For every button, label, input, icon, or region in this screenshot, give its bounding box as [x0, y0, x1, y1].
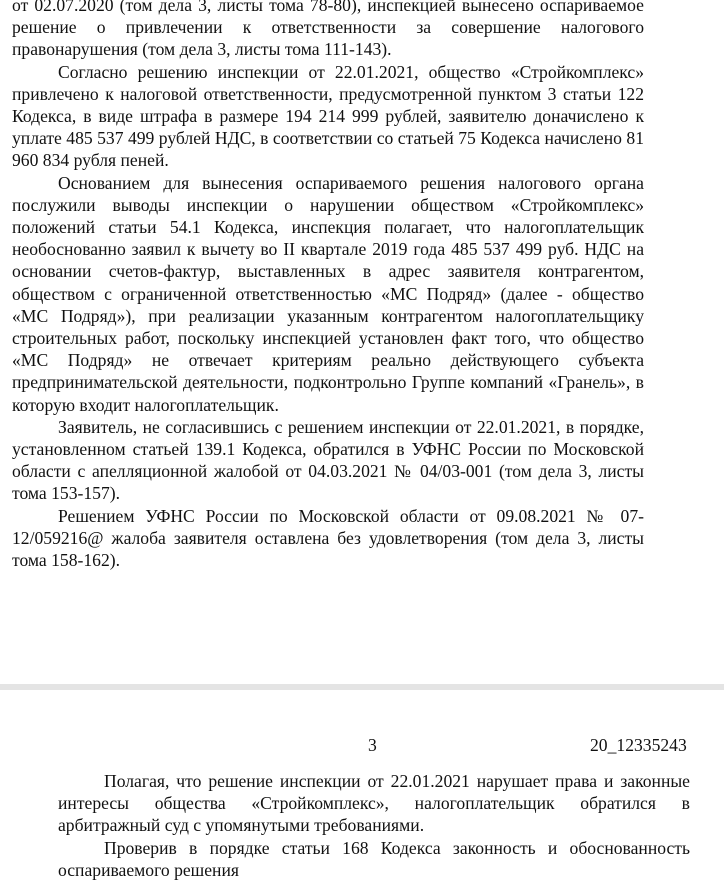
paragraph-continuation: от 02.07.2020 (том дела 3, листы тома 78-80), инспекцией вынесено оспариваемое решение о привлечении к ответственности за совершение налогового правонарушения (том дела 3, листы тома 111-143).	[12, 0, 644, 60]
paragraph-court-claim: Полагая, что решение инспекции от 22.01.2021 нарушает права и законные интересы общества «Стройкомплекс», налогоплательщик обратился в арбитражный суд с упомянутыми требованиями.	[58, 771, 690, 836]
paragraph-appeal: Заявитель, не согласившись с решением инспекции от 22.01.2021, в порядке, установленном статьей 139.1 Кодекса, обратился в УФНС России по Московской области с апелляционной жалобой от 04.03.2021 № 04/03-001 (том дела 3, листы тома 153-157).	[12, 416, 644, 504]
page-body	[12, 0, 644, 571]
page-number: 3	[368, 735, 377, 755]
paragraph-ufns-decision: Решением УФНС России по Московской области от 09.08.2021 № 07-12/059216@ жалоба заявителя оставлена без удовлетворения (том дела 3, листы тома 158-162).	[12, 505, 644, 571]
document-page-3	[0, 690, 724, 880]
document-number: 20_12335243	[590, 735, 687, 755]
page-body	[58, 770, 690, 881]
paragraph-review: Проверив в порядке статьи 168 Кодекса законность и обоснованность оспариваемого решения	[58, 837, 690, 880]
paragraph-penalty-decision: Согласно решению инспекции от 22.01.2021, общество «Стройкомплекс» привлечено к налоговой ответственности, предусмотренной пунктом 3 статьи 122 Кодекса, в виде штрафа в размере 194 214 999 рублей, заявителю доначислено к уплате 485 537 499 рублей НДС, в соответствии со статьей 75 Кодекса начислено 81 960 834 рубля пеней.	[12, 61, 644, 171]
paragraph-grounds: Основанием для вынесения оспариваемого решения налогового органа послужили выводы инспекции о нарушении обществом «Стройкомплекс» положений статьи 54.1 Кодекса, инспекция полагает, что налогоплательщик необоснованно заявил к вычету во II квартале 2019 года 485 537 499 руб. НДС на основании счетов-фактур, выставленных в адрес заявителя контрагентом, обществом с ограниченной ответственностью «МС Подряд» (далее - общество «МС Подряд»), при реализации указанным контрагентом налогоплательщику строительных работ, поскольку инспекцией установлен факт того, что общество «МС Подряд» не отвечает критериям реально действующего субъекта предпринимательской деятельности, подконтрольно Группе компаний «Гранель», в которую входит налогоплательщик.	[12, 172, 644, 415]
